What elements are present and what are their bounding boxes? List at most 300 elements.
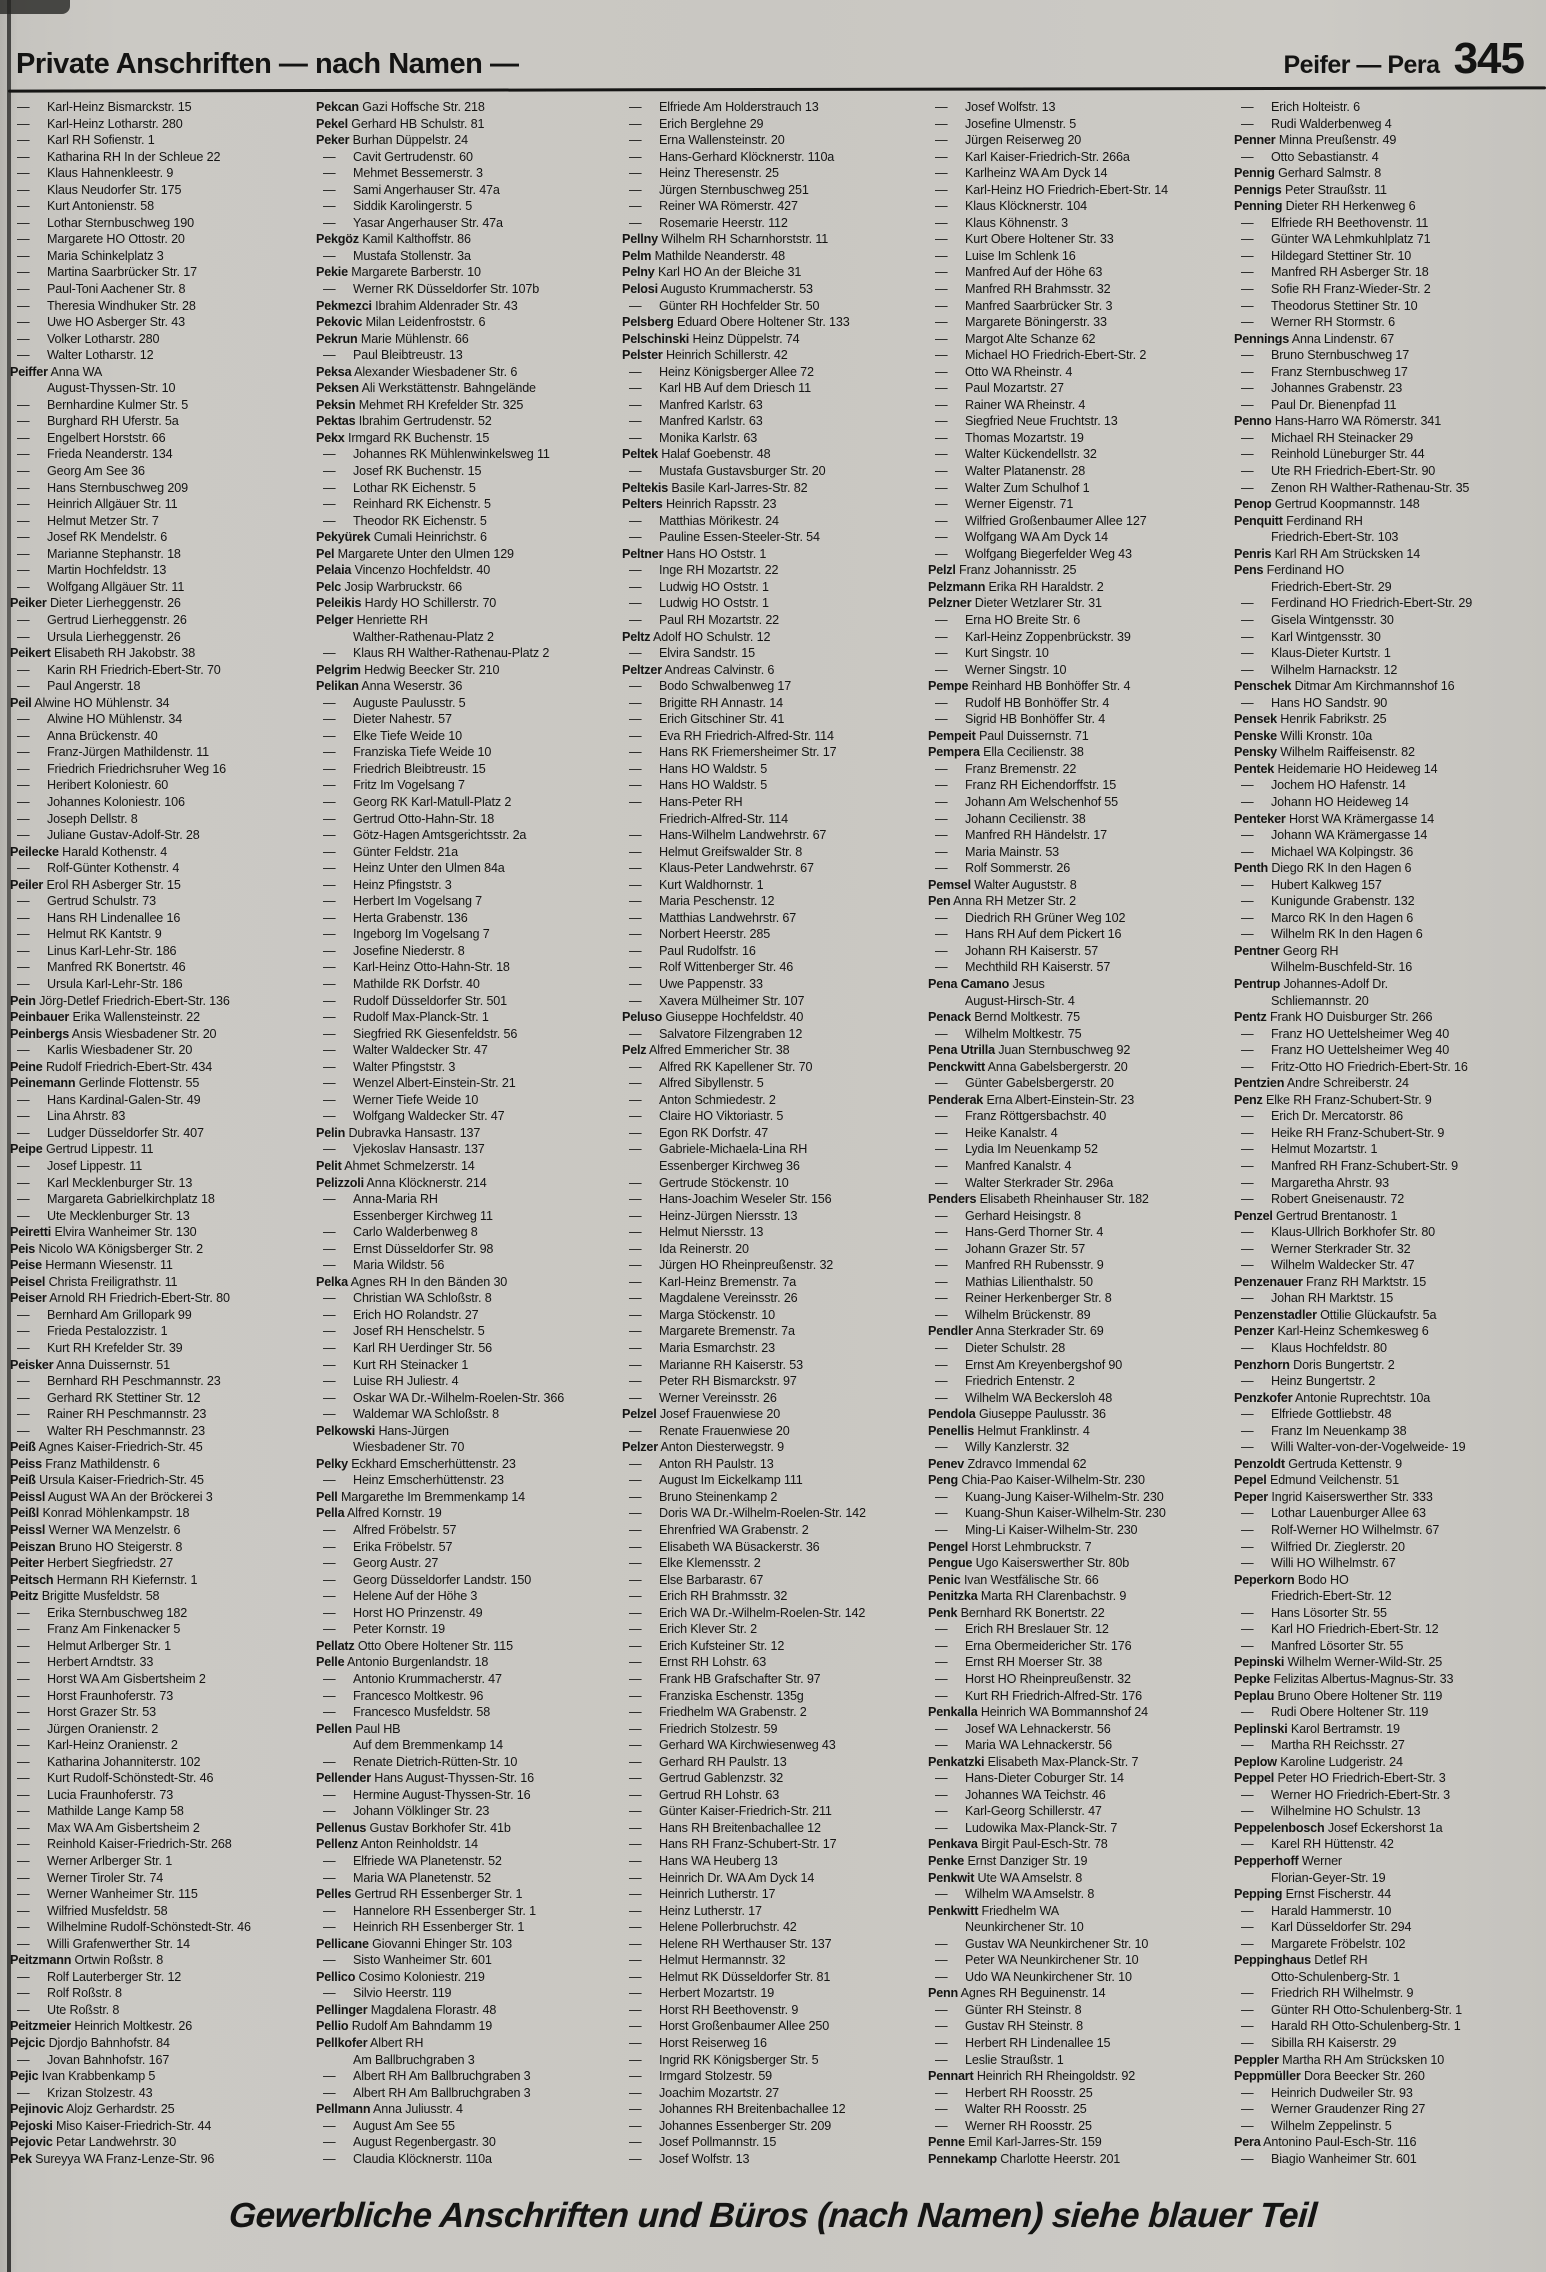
entry-dash: — [323, 1341, 336, 1356]
directory-entry: — Fritz Im Vogelsang 7 [323, 778, 465, 793]
directory-entry: — Wilhelm Moltkestr. 75 [935, 1026, 1082, 1041]
entry-dash: — [17, 298, 30, 313]
directory-entry: — Peter WA Neunkirchener Str. 10 [935, 1953, 1139, 1968]
directory-entry: — Hermine August-Thyssen-Str. 16 [323, 1787, 531, 1802]
directory-entry: — Martin Hochfeldstr. 13 [17, 563, 167, 578]
directory-entry: Wiesbadener Str. 70 [353, 1440, 465, 1455]
directory-entry: — Werner Tiroler Str. 74 [17, 1870, 164, 1885]
entry-dash: — [17, 199, 30, 214]
entry-dash: — [323, 761, 336, 776]
directory-entry: Pellmann Anna Juliusstr. 4 [316, 2102, 463, 2117]
directory-entry: — Claudia Klöcknerstr. 110a [323, 2151, 492, 2166]
entry-dash: — [935, 133, 948, 148]
directory-entry: — Wilhelm WA Beckersloh 48 [935, 1390, 1113, 1405]
entry-dash: — [629, 1208, 642, 1223]
directory-entry: — Irmgard Stolzestr. 59 [629, 2069, 773, 2084]
directory-entry: — Walter Lotharstr. 12 [17, 348, 154, 363]
entry-dash: — [1241, 927, 1254, 942]
directory-entry: Neunkirchener Str. 10 [965, 1920, 1084, 1935]
directory-entry: — Erna HO Breite Str. 6 [935, 612, 1081, 627]
entry-dash: — [629, 1721, 642, 1736]
directory-entry: — Werner Sterkrader Str. 32 [1241, 1241, 1411, 1256]
entry-dash: — [629, 381, 642, 396]
directory-entry: — Helene Pollerbruchstr. 42 [629, 1920, 797, 1935]
entry-dash: — [1241, 2102, 1254, 2117]
directory-entry: August-Hirsch-Str. 4 [965, 993, 1075, 1008]
entry-dash: — [17, 1307, 30, 1322]
directory-entry: — Erna Wallensteinstr. 20 [629, 133, 785, 148]
entry-dash: — [1241, 596, 1254, 611]
directory-entry: Penzel Gertrud Brentanostr. 1 [1234, 1208, 1398, 1223]
directory-entry: — Gertrud Lierheggenstr. 26 [17, 612, 187, 627]
entry-dash: — [935, 1341, 948, 1356]
directory-columns [10, 99, 1540, 2167]
directory-entry: — Erich Berglehne 29 [629, 116, 764, 131]
entry-dash: — [1241, 1026, 1254, 1041]
directory-entry: Pensek Henrik Fabrikstr. 25 [1234, 712, 1387, 727]
directory-entry: — Ludger Düsseldorfer Str. 407 [17, 1125, 204, 1140]
directory-entry: Pelosi Augusto Krummacherstr. 53 [622, 282, 813, 297]
directory-entry: Pellen Paul HB [316, 1721, 401, 1736]
entry-dash: — [935, 464, 948, 479]
directory-entry: Pennart Heinrich RH Rheingoldstr. 92 [928, 2069, 1136, 2084]
directory-entry: Pel Margarete Unter den Ulmen 129 [316, 546, 514, 561]
entry-dash: — [17, 1721, 30, 1736]
directory-entry: — Erich RH Brahmsstr. 32 [629, 1589, 788, 1604]
directory-entry: — Herta Grabenstr. 136 [323, 910, 468, 925]
directory-entry: — Manfred RK Bonertstr. 46 [17, 960, 186, 975]
directory-entry: — Josefine Niederstr. 8 [323, 943, 465, 958]
directory-entry: — Reinhold Kaiser-Friedrich-Str. 268 [17, 1837, 232, 1852]
directory-entry: Pelc Josip Warbruckstr. 66 [316, 579, 462, 594]
entry-dash: — [17, 778, 30, 793]
directory-entry: — Paul-Toni Aachener Str. 8 [17, 282, 186, 297]
entry-dash: — [935, 910, 948, 925]
entry-dash: — [935, 1258, 948, 1273]
entry-dash: — [17, 149, 30, 164]
entry-dash: — [1241, 215, 1254, 230]
directory-entry: — Salvatore Filzengraben 12 [629, 1026, 803, 1041]
entry-dash: — [935, 1291, 948, 1306]
directory-entry: — Margarete Bremenstr. 7a [629, 1324, 795, 1339]
entry-dash: — [323, 1688, 336, 1703]
entry-dash: — [935, 629, 948, 644]
directory-entry: — Karl Kaiser-Friedrich-Str. 266a [935, 149, 1130, 164]
entry-dash: — [935, 1175, 948, 1190]
entry-dash: — [17, 1175, 30, 1190]
entry-dash: — [17, 1936, 30, 1951]
entry-dash: — [629, 563, 642, 578]
entry-dash: — [323, 1291, 336, 1306]
directory-entry: — Georg Austr. 27 [323, 1556, 439, 1571]
directory-entry: — Robert Gneisenaustr. 72 [1241, 1192, 1405, 1207]
directory-entry: — Hubert Kalkweg 157 [1241, 877, 1382, 892]
entry-dash: — [629, 1390, 642, 1405]
entry-dash: — [323, 1870, 336, 1885]
directory-entry: — Albert RH Am Ballbruchgraben 3 [323, 2085, 531, 2100]
directory-entry: — Johann HO Heideweg 14 [1241, 794, 1409, 809]
directory-entry: — Friedrich Friedrichsruher Weg 16 [17, 761, 227, 776]
directory-entry: — Hannelore RH Essenberger Str. 1 [323, 1903, 536, 1918]
entry-dash: — [17, 943, 30, 958]
directory-entry: — Bruno Sternbuschweg 17 [1241, 348, 1410, 363]
entry-dash: — [629, 1258, 642, 1273]
directory-entry: — Elfriede Am Holderstrauch 13 [629, 100, 819, 114]
directory-entry: — Rainer RH Peschmannstr. 23 [17, 1407, 207, 1422]
directory-entry: — Gisela Wintgensstr. 30 [1241, 612, 1394, 627]
directory-entry: Pendler Anna Sterkrader Str. 69 [928, 1324, 1104, 1339]
directory-entry: — Vjekoslav Hansastr. 137 [323, 1142, 485, 1157]
directory-entry: — Jürgen Reiserweg 20 [935, 133, 1082, 148]
entry-dash: — [629, 1820, 642, 1835]
directory-entry: Penk Bernhard RK Bonertstr. 22 [928, 1605, 1105, 1620]
entry-dash: — [17, 1986, 30, 2001]
directory-entry: — Karlis Wiesbadener Str. 20 [17, 1043, 193, 1058]
entry-dash: — [629, 1589, 642, 1604]
entry-dash: — [17, 894, 30, 909]
entry-dash: — [1241, 629, 1254, 644]
entry-dash: — [629, 1920, 642, 1935]
entry-dash: — [323, 464, 336, 479]
directory-entry: — Kuang-Shun Kaiser-Wilhelm-Str. 230 [935, 1506, 1166, 1521]
entry-dash: — [323, 1324, 336, 1339]
directory-entry: — Josef Wolfstr. 13 [629, 2151, 750, 2166]
directory-entry: — Luise RH Juliestr. 4 [323, 1374, 459, 1389]
entry-dash: — [935, 100, 948, 114]
directory-entry: Penner Minna Preußenstr. 49 [1234, 133, 1397, 148]
directory-entry: — Alwine HO Mühlenstr. 34 [17, 712, 183, 727]
directory-entry: — Sofie RH Franz-Wieder-Str. 2 [1241, 282, 1431, 297]
directory-entry: Peleikis Hardy HO Schillerstr. 70 [316, 596, 497, 611]
entry-dash: — [1241, 646, 1254, 661]
entry-dash: — [323, 2118, 336, 2133]
entry-dash: — [323, 993, 336, 1008]
directory-entry: — Brigitte RH Annastr. 14 [629, 695, 783, 710]
directory-entry: — Ute Roßstr. 8 [17, 2002, 120, 2017]
entry-dash: — [935, 828, 948, 843]
directory-entry: — Manfred Karlstr. 63 [629, 414, 763, 429]
directory-entry: — Katharina RH In der Schleue 22 [17, 149, 221, 164]
directory-entry: — Franz-Jürgen Mathildenstr. 11 [17, 745, 210, 760]
directory-entry: Pejic Ivan Krabbenkamp 5 [10, 2069, 156, 2084]
directory-entry: — Manfred RH Brahmsstr. 32 [935, 282, 1111, 297]
directory-entry: — Josef RK Mendelstr. 6 [17, 530, 168, 545]
directory-entry: — Bernhard RH Peschmannstr. 23 [17, 1374, 221, 1389]
directory-entry: Penkwitt Friedhelm WA [928, 1903, 1060, 1918]
directory-entry: — Renate Frauenwiese 20 [629, 1423, 790, 1438]
directory-entry: — Karl-Heinz Zoppenbrückstr. 39 [935, 629, 1131, 644]
entry-dash: — [1241, 2118, 1254, 2133]
directory-entry: — Josef Lippestr. 11 [17, 1159, 143, 1173]
entry-dash: — [629, 910, 642, 925]
directory-entry: Peppelenbosch Josef Eckershorst 1a [1234, 1820, 1443, 1835]
directory-entry: — Ingeborg Im Vogelsang 7 [323, 927, 490, 942]
entry-dash: — [323, 1539, 336, 1554]
entry-dash: — [935, 199, 948, 214]
entry-dash: — [323, 1671, 336, 1686]
directory-entry: — Klaus RH Walther-Rathenau-Platz 2 [323, 646, 550, 661]
directory-column [928, 99, 1234, 2167]
entry-dash: — [1241, 612, 1254, 627]
directory-entry: — Margareta Gabrielkirchplatz 18 [17, 1192, 215, 1207]
directory-entry: — Klaus Neudorfer Str. 175 [17, 182, 182, 197]
directory-entry: — Kurt Obere Holtener Str. 33 [935, 232, 1114, 247]
entry-dash: — [935, 1274, 948, 1289]
entry-dash: — [1241, 1638, 1254, 1653]
directory-entry: Peitzmeier Heinrich Moltkestr. 26 [10, 2019, 193, 2034]
directory-entry: — Ernst RH Lohstr. 63 [629, 1655, 767, 1670]
directory-entry: Pekcan Gazi Hoffsche Str. 218 [316, 100, 485, 114]
directory-entry: — Mathilde RK Dorfstr. 40 [323, 976, 480, 991]
entry-dash: — [17, 1423, 30, 1438]
entry-dash: — [935, 530, 948, 545]
directory-entry: — Burghard RH Uferstr. 5a [17, 414, 179, 429]
entry-dash: — [1241, 315, 1254, 330]
directory-entry: — Alfred Sibyllenstr. 5 [629, 1076, 764, 1091]
directory-entry: — Günter RH Steinstr. 8 [935, 2002, 1082, 2017]
directory-entry: — Linus Karl-Lehr-Str. 186 [17, 943, 177, 958]
directory-entry: — Dieter Schulstr. 28 [935, 1341, 1066, 1356]
entry-dash: — [629, 1605, 642, 1620]
entry-dash: — [935, 1142, 948, 1157]
entry-dash: — [323, 480, 336, 495]
entry-dash: — [17, 2085, 30, 2100]
entry-dash: — [935, 381, 948, 396]
directory-entry: — Frieda Pestalozzistr. 1 [17, 1324, 168, 1339]
directory-entry: Pentzien Andre Schreiberstr. 24 [1234, 1076, 1409, 1091]
directory-entry: — Wilhelm RK In den Hagen 6 [1241, 927, 1423, 942]
entry-dash: — [17, 100, 30, 114]
directory-entry: — Josef Pollmannstr. 15 [629, 2135, 777, 2150]
entry-dash: — [935, 480, 948, 495]
entry-dash: — [629, 530, 642, 545]
directory-entry: Pelster Heinrich Schillerstr. 42 [622, 348, 788, 363]
entry-dash: — [17, 1903, 30, 1918]
directory-entry: — Kuang-Jung Kaiser-Wilhelm-Str. 230 [935, 1489, 1164, 1504]
entry-dash: — [629, 2035, 642, 2050]
entry-dash: — [17, 1341, 30, 1356]
directory-entry: Pelgrim Hedwig Beecker Str. 210 [316, 662, 500, 677]
directory-entry: Peppmüller Dora Beecker Str. 260 [1234, 2069, 1425, 2084]
entry-dash: — [935, 927, 948, 942]
entry-dash: — [629, 1274, 642, 1289]
directory-entry: — Wilfried Dr. Zieglerstr. 20 [1241, 1539, 1405, 1554]
entry-dash: — [935, 2019, 948, 2034]
entry-dash: — [1241, 1043, 1254, 1058]
entry-dash: — [935, 1307, 948, 1322]
directory-entry: Penders Elisabeth Rheinhauser Str. 182 [928, 1192, 1149, 1207]
entry-dash: — [935, 116, 948, 131]
entry-dash: — [629, 579, 642, 594]
directory-entry: Peiss Franz Mathildenstr. 6 [10, 1456, 160, 1471]
directory-entry: Pell Margarethe Im Bremmenkamp 14 [316, 1489, 526, 1504]
entry-dash: — [323, 1804, 336, 1819]
directory-column [622, 99, 928, 2167]
entry-dash: — [1241, 298, 1254, 313]
entry-dash: — [935, 1804, 948, 1819]
directory-entry: — Heinz-Jürgen Niersstr. 13 [629, 1208, 798, 1223]
directory-entry: — Theodorus Stettiner Str. 10 [1241, 298, 1418, 313]
directory-entry: — Willi HO Wilhelmstr. 67 [1241, 1556, 1396, 1571]
directory-entry: — Hans-Gerd Thorner Str. 4 [935, 1225, 1104, 1240]
directory-entry: Peltekis Basile Karl-Jarres-Str. 82 [622, 480, 808, 495]
directory-entry: — Wolfgang Biegerfelder Weg 43 [935, 546, 1132, 561]
entry-dash: — [935, 1523, 948, 1538]
entry-dash: — [935, 1787, 948, 1802]
directory-entry: — Kunigunde Grabenstr. 132 [1241, 894, 1415, 909]
directory-entry: — Karl HB Auf dem Driesch 11 [629, 381, 811, 396]
entry-dash: — [323, 1076, 336, 1091]
directory-entry: Peksa Alexander Wiesbadener Str. 6 [316, 364, 518, 379]
directory-entry: — Georg Düsseldorfer Landstr. 150 [323, 1572, 532, 1587]
page-header [16, 34, 1524, 84]
directory-entry: — Manfred RH Rubensstr. 9 [935, 1258, 1104, 1273]
directory-entry: — Klaus Klöcknerstr. 104 [935, 199, 1088, 214]
page-footer [0, 2196, 1546, 2236]
entry-dash: — [935, 248, 948, 263]
directory-entry: Pelit Ahmet Schmelzerstr. 14 [316, 1159, 475, 1173]
directory-entry: — Helmut Niersstr. 13 [629, 1225, 764, 1240]
directory-entry: — Mehmet Bessemerstr. 3 [323, 166, 483, 181]
entry-dash: — [323, 2069, 336, 2084]
directory-entry: Pelzel Josef Frauenwiese 20 [622, 1407, 781, 1422]
entry-dash: — [17, 464, 30, 479]
directory-entry: — Werner HO Friedrich-Ebert-Str. 3 [1241, 1787, 1451, 1802]
entry-dash: — [629, 1688, 642, 1703]
entry-dash: — [629, 430, 642, 445]
directory-entry: — Manfred RH Händelstr. 17 [935, 828, 1107, 843]
entry-dash: — [323, 199, 336, 214]
entry-dash: — [629, 1225, 642, 1240]
directory-entry: — Peter Kornstr. 19 [323, 1622, 445, 1637]
directory-entry: — Klaus Köhnenstr. 3 [935, 215, 1069, 230]
entry-dash: — [629, 596, 642, 611]
directory-entry: — Mustafa Stollenstr. 3a [323, 248, 471, 263]
entry-dash: — [629, 778, 642, 793]
directory-entry: — Hans-Gerhard Klöcknerstr. 110a [629, 149, 835, 164]
directory-entry: — Erich WA Dr.-Wilhelm-Roelen-Str. 142 [629, 1605, 866, 1620]
entry-dash: — [935, 1208, 948, 1223]
entry-dash: — [323, 2151, 336, 2166]
directory-entry: — Krizan Stolzestr. 43 [17, 2085, 153, 2100]
directory-entry: Pekrun Marie Mühlenstr. 66 [316, 331, 469, 346]
entry-dash: — [935, 861, 948, 876]
entry-dash: — [1241, 1936, 1254, 1951]
entry-dash: — [935, 1638, 948, 1653]
directory-entry: Peiß Agnes Kaiser-Friedrich-Str. 45 [10, 1440, 203, 1455]
directory-entry: — Karl-Heinz Lotharstr. 280 [17, 116, 183, 131]
directory-entry: August-Thyssen-Str. 10 [47, 381, 176, 396]
entry-dash: — [629, 1374, 642, 1389]
entry-dash: — [323, 1589, 336, 1604]
entry-dash: — [323, 728, 336, 743]
directory-entry: — Franziska Eschenstr. 135g [629, 1688, 804, 1703]
directory-entry: — Theresia Windhuker Str. 28 [17, 298, 196, 313]
entry-dash: — [17, 315, 30, 330]
directory-entry: Peis Nicolo WA Königsberger Str. 2 [10, 1241, 204, 1256]
entry-dash: — [935, 1026, 948, 1041]
directory-entry: — Götz-Hagen Amtsgerichtsstr. 2a [323, 828, 527, 843]
entry-dash: — [629, 1456, 642, 1471]
directory-entry: Pelzl Franz Johannisstr. 25 [928, 563, 1077, 578]
entry-dash: — [629, 1192, 642, 1207]
directory-entry: — Wilfried Großenbaumer Allee 127 [935, 513, 1147, 528]
directory-entry: Pensky Wilhelm Raiffeisenstr. 82 [1234, 745, 1415, 760]
directory-entry: — Manfred RH Asberger Str. 18 [1241, 265, 1429, 280]
directory-entry: — Walter Zum Schulhof 1 [935, 480, 1090, 495]
directory-entry: — Biagio Wanheimer Str. 601 [1241, 2151, 1417, 2166]
entry-dash: — [1241, 910, 1254, 925]
entry-dash: — [1241, 248, 1254, 263]
directory-entry: — Anton RH Paulstr. 13 [629, 1456, 774, 1471]
directory-entry: — Kurt Waldhornstr. 1 [629, 877, 764, 892]
directory-entry: Peikert Elisabeth RH Jakobstr. 38 [10, 646, 196, 661]
entry-dash: — [629, 1473, 642, 1488]
directory-entry: Penitzka Marta RH Clarenbachstr. 9 [928, 1589, 1127, 1604]
directory-entry: — Friedhelm WA Grabenstr. 2 [629, 1705, 807, 1720]
directory-entry: Pekgöz Kamil Kalthoffstr. 86 [316, 232, 471, 247]
directory-entry: — Siegfried Neue Fruchtstr. 13 [935, 414, 1118, 429]
entry-dash: — [935, 497, 948, 512]
directory-entry: Penev Zdravco Immendal 62 [928, 1456, 1087, 1471]
directory-entry: — Klaus-Peter Landwehrstr. 67 [629, 861, 814, 876]
directory-entry: — Gerhard Heisingstr. 8 [935, 1208, 1081, 1223]
entry-dash: — [935, 2002, 948, 2017]
entry-dash: — [17, 728, 30, 743]
entry-dash: — [935, 1374, 948, 1389]
directory-entry: — Heinrich Dudweiler Str. 93 [1241, 2085, 1413, 2100]
entry-dash: — [1241, 1804, 1254, 1819]
directory-entry: — Gertrud RH Lohstr. 63 [629, 1787, 780, 1802]
directory-entry: Pellinger Magdalena Florastr. 48 [316, 2002, 497, 2017]
directory-entry: — Gerhard WA Kirchwiesenweg 43 [629, 1738, 836, 1753]
entry-dash: — [1241, 1738, 1254, 1753]
directory-entry: — Wilhelmine Rudolf-Schönstedt-Str. 46 [17, 1920, 251, 1935]
entry-dash: — [629, 1903, 642, 1918]
entry-dash: — [629, 1539, 642, 1554]
directory-entry: — Heinrich Allgäuer Str. 11 [17, 497, 178, 512]
directory-entry: — Wilhelm Zeppelinstr. 5 [1241, 2118, 1392, 2133]
directory-entry: Penop Gertrud Koopmannstr. 148 [1234, 497, 1420, 512]
directory-entry: Am Ballbruchgraben 3 [353, 2052, 475, 2067]
directory-entry: Pentner Georg RH [1234, 943, 1339, 958]
directory-entry: — Jovan Bahnhofstr. 167 [17, 2052, 170, 2067]
entry-dash: — [629, 1754, 642, 1769]
entry-dash: — [935, 1953, 948, 1968]
directory-entry: — Kurt Singstr. 10 [935, 646, 1049, 661]
entry-dash: — [935, 1887, 948, 1902]
directory-entry: Peiß Ursula Kaiser-Friedrich-Str. 45 [10, 1473, 204, 1488]
directory-entry: — August Im Eickelkamp 111 [629, 1473, 803, 1488]
entry-dash: — [629, 1870, 642, 1885]
directory-entry: Peise Hermann Wiesenstr. 11 [10, 1258, 173, 1273]
entry-dash: — [323, 1258, 336, 1273]
directory-entry: Pelkowski Hans-Jürgen [316, 1423, 449, 1438]
directory-entry: Pelle Antonio Burgenlandstr. 18 [316, 1655, 489, 1670]
entry-dash: — [1241, 1291, 1254, 1306]
directory-entry: — Heinz Lutherstr. 17 [629, 1903, 762, 1918]
directory-entry: Pelny Karl HO An der Bleiche 31 [622, 265, 802, 280]
entry-dash: — [1241, 2151, 1254, 2166]
entry-dash: — [17, 331, 30, 346]
directory-entry: Pekyürek Cumali Heinrichstr. 6 [316, 530, 487, 545]
directory-entry: — Maria Wildstr. 56 [323, 1258, 445, 1273]
directory-entry: Peiretti Elvira Wanheimer Str. 130 [10, 1225, 197, 1240]
directory-entry: — Horst Reiserweg 16 [629, 2035, 767, 2050]
directory-entry: Peiker Dieter Lierheggenstr. 26 [10, 596, 181, 611]
entry-dash: — [323, 811, 336, 826]
directory-entry: — Wenzel Albert-Einstein-Str. 21 [323, 1076, 516, 1091]
